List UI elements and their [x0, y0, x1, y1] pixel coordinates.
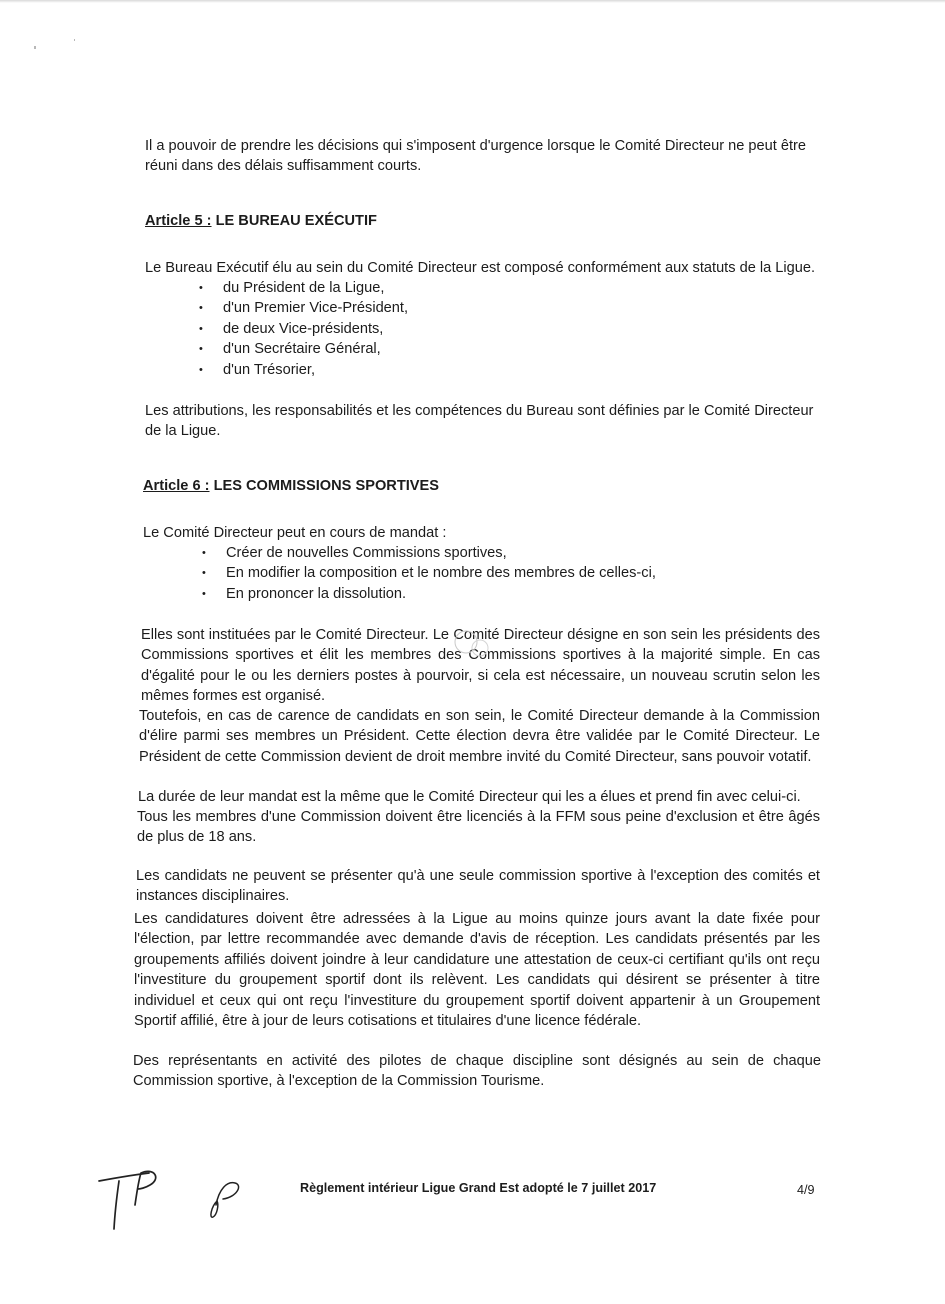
- scan-speck: [34, 46, 36, 49]
- list-item: • d'un Trésorier,: [193, 360, 593, 380]
- list-item: • du Président de la Ligue,: [193, 278, 593, 298]
- article5-closing: Les attributions, les responsabilités et les compétences du Bureau sont définies par le Comité Directeur de la Ligue.: [145, 403, 814, 440]
- article6-paragraph-1: Elles sont instituées par le Comité Directeur. Le Comité Directeur désigne en son sein les présidents des Commissions sportives et élit les membres des Commissions sportives à la majorité simple. En cas d'égalité pour le ou les derniers postes à pourvoir, si cela est nécessaire, un nouveau scrutin selon les mêmes formes est organisé.: [141, 627, 820, 705]
- article6-intro: Le Comité Directeur peut en cours de mandat :: [143, 525, 447, 541]
- list-item: • Créer de nouvelles Commissions sportives,: [196, 543, 696, 563]
- list-item: • En modifier la composition et le nombre des membres de celles-ci,: [196, 563, 696, 583]
- article6-paragraph-5: Les candidats ne peuvent se présenter qu'à une seule commission sportive à l'exception des comités et instances disciplinaires.: [136, 868, 820, 905]
- article5-heading: [145, 213, 377, 229]
- list-item: • d'un Secrétaire Général,: [193, 339, 593, 359]
- article6-number: Article 6 :: [143, 478, 210, 494]
- article6-paragraph-7: Des représentants en activité des pilotes de chaque discipline sont désignés au sein de chaque Commission sportive, à l'exception de la Commission Tourisme.: [133, 1053, 821, 1090]
- article5-number: Article 5 :: [145, 213, 212, 229]
- list-item: • d'un Premier Vice-Président,: [193, 298, 593, 318]
- page-number: 4/9: [797, 1183, 815, 1197]
- article6-paragraph-6: Les candidatures doivent être adressées à la Ligue au moins quinze jours avant la date fixée pour l'élection, par lettre recommandée avec demande d'avis de réception. Les candidats présentés par les groupements affiliés doivent joindre à leur candidature une attestation de ceux-ci certifiant qu'ils ont reçu l'investiture du groupement sportif dont ils relèvent. Les candidats qui désirent se présenter à titre individuel et ceux qui ont reçu l'investiture du groupement sportif doivent appartenir à un Groupement Sportif affilié, être à jour de leurs cotisations et titulaires d'une licence fédérale.: [134, 911, 820, 1030]
- article6-paragraph-3: La durée de leur mandat est la même que le Comité Directeur qui les a élues et prend fin avec celui-ci.: [138, 789, 801, 805]
- intro-paragraph: Il a pouvoir de prendre les décisions qui s'imposent d'urgence lorsque le Comité Directeur ne peut être réuni dans des délais suffisamment courts.: [145, 138, 807, 175]
- article6-paragraph-2: Toutefois, en cas de carence de candidats en son sein, le Comité Directeur demande à la Commission d'élire parmi ses membres un Président. Cette élection devra être validée par le Comité Directeur. Le Président de cette Commission devient de droit membre invité du Comité Directeur, sans pouvoir votatif.: [139, 708, 820, 765]
- article6-list: [196, 543, 696, 604]
- list-item: • En prononcer la dissolution.: [196, 584, 696, 604]
- scan-speck: [74, 39, 75, 41]
- article6-paragraph-4: Tous les membres d'une Commission doivent être licenciés à la FFM sous peine d'exclusion et être âgés de plus de 18 ans.: [137, 809, 820, 846]
- faint-stamp-mark: [440, 622, 500, 666]
- article5-title: LE BUREAU EXÉCUTIF: [215, 213, 377, 229]
- handwritten-initials: [95, 1165, 255, 1245]
- scan-edge: [0, 0, 945, 3]
- article6-title: LES COMMISSIONS SPORTIVES: [213, 478, 440, 494]
- list-item: • de deux Vice-présidents,: [193, 319, 593, 339]
- footer-title: Règlement intérieur Ligue Grand Est adopté le 7 juillet 2017: [300, 1181, 657, 1195]
- article6-heading: [143, 478, 439, 494]
- article5-intro: Le Bureau Exécutif élu au sein du Comité Directeur est composé conformément aux statuts de la Ligue.: [145, 260, 816, 276]
- article5-list: [193, 278, 593, 380]
